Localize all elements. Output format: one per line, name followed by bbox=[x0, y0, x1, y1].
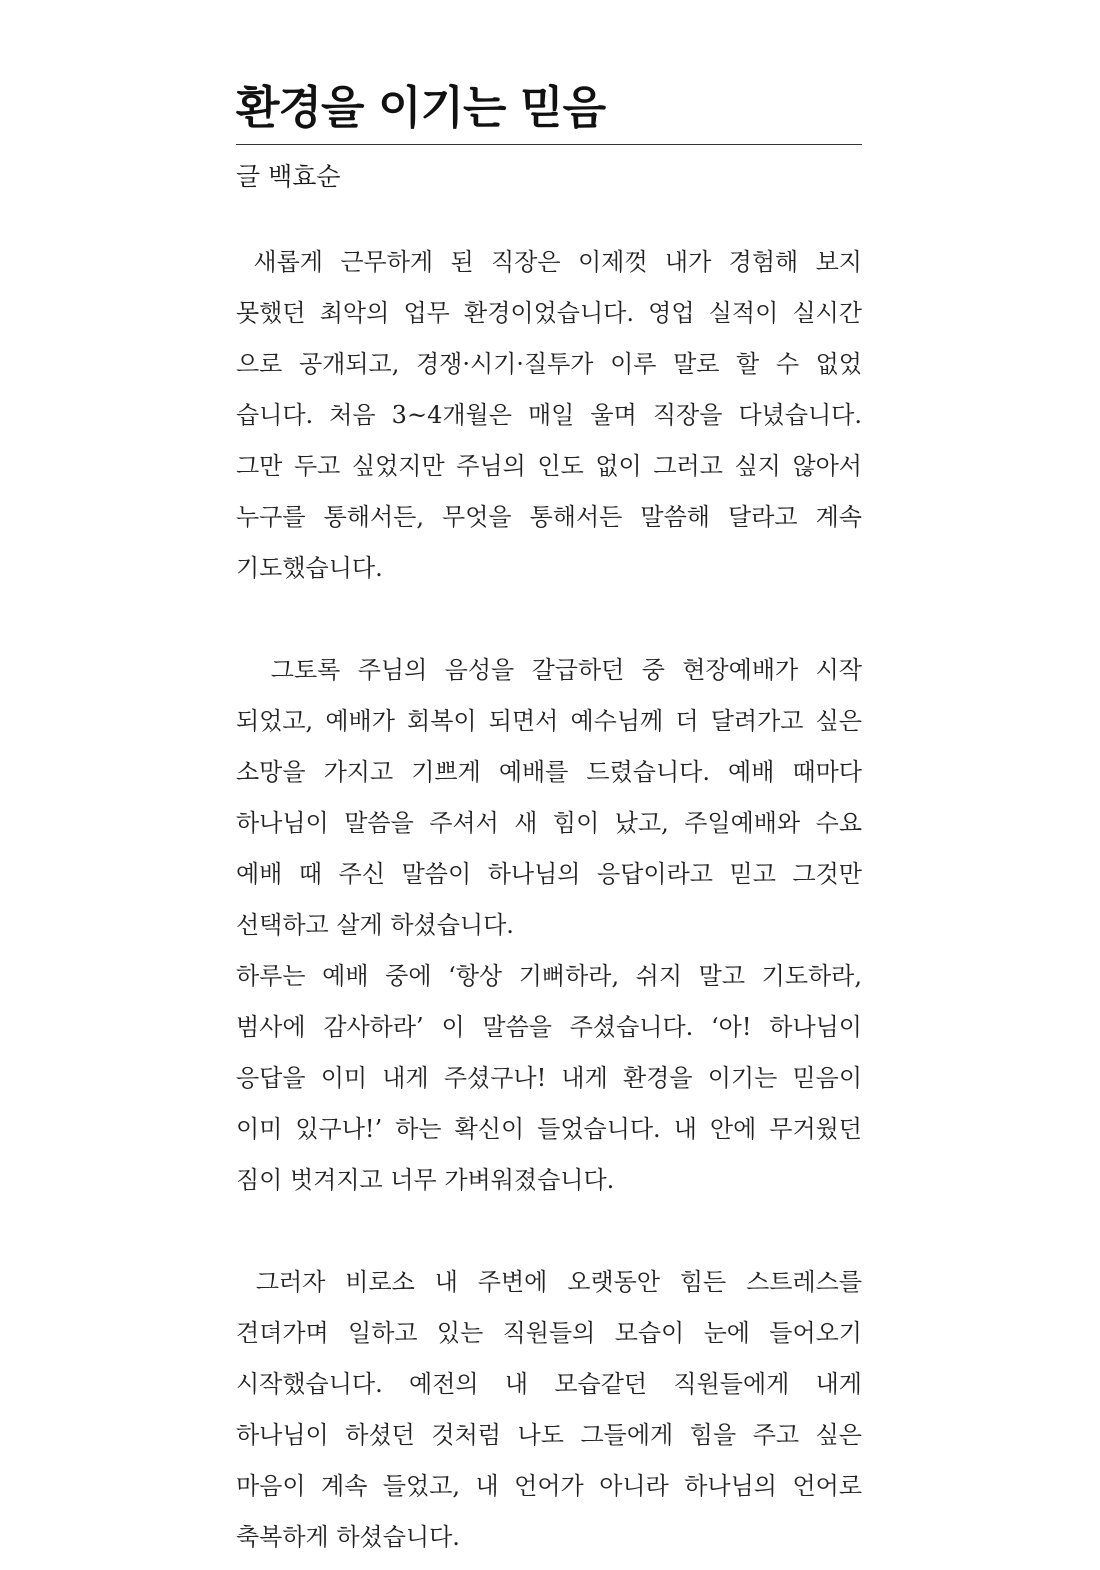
text-line: 되었고, 예배가 회복이 되면서 예수님께 더 달려가고 싶은 bbox=[236, 707, 862, 735]
text-line: 소망을 가지고 기쁘게 예배를 드렸습니다. 예배 때마다 bbox=[236, 758, 862, 786]
text-line: 마음이 계속 들었고, 내 언어가 아니라 하나님의 언어로 bbox=[236, 1472, 862, 1500]
article-byline: 글 백효순 bbox=[236, 162, 341, 191]
text-line: 기도했습니다. bbox=[236, 554, 383, 582]
article bbox=[236, 0, 862, 1563]
text-line: 범사에 감사하라’ 이 말씀을 주셨습니다. ‘아! 하나님이 bbox=[236, 1013, 862, 1041]
paragraph bbox=[236, 237, 862, 594]
text-line: 응답을 이미 내게 주셨구나! 내게 환경을 이기는 믿음이 bbox=[236, 1064, 862, 1092]
text-line: 견뎌가며 일하고 있는 직원들의 모습이 눈에 들어오기 bbox=[236, 1319, 862, 1347]
article-body bbox=[236, 237, 862, 1563]
text-line: 이미 있구나!’ 하는 확신이 들었습니다. 내 안에 무거웠던 bbox=[236, 1115, 862, 1143]
text-line: 시작했습니다. 예전의 내 모습같던 직원들에게 내게 bbox=[236, 1370, 862, 1398]
text-line: 하나님이 하셨던 것처럼 나도 그들에게 힘을 주고 싶은 bbox=[236, 1421, 862, 1449]
text-line: 하나님이 말씀을 주셔서 새 힘이 났고, 주일예배와 수요 bbox=[236, 809, 862, 837]
paragraph bbox=[236, 645, 862, 951]
text-line: 예배 때 주신 말씀이 하나님의 응답이라고 믿고 그것만 bbox=[236, 860, 862, 888]
article-title: 환경을 이기는 믿음 bbox=[236, 81, 606, 134]
text-line: 그토록 주님의 음성을 갈급하던 중 현장예배가 시작 bbox=[236, 656, 862, 684]
text-line: 으로 공개되고, 경쟁·시기·질투가 이루 말로 할 수 없었 bbox=[236, 350, 862, 378]
text-line: 누구를 통해서든, 무엇을 통해서든 말씀해 달라고 계속 bbox=[236, 503, 862, 531]
text-line: 하루는 예배 중에 ‘항상 기뻐하라, 쉬지 말고 기도하라, bbox=[236, 962, 862, 990]
text-line: 습니다. 처음 3~4개월은 매일 울며 직장을 다녔습니다. bbox=[236, 401, 862, 429]
text-line: 축복하게 하셨습니다. bbox=[236, 1523, 460, 1551]
text-line: 못했던 최악의 업무 환경이었습니다. 영업 실적이 실시간 bbox=[236, 299, 862, 327]
paragraph-gap bbox=[236, 594, 862, 645]
text-line: 그만 두고 싶었지만 주님의 인도 없이 그러고 싶지 않아서 bbox=[236, 452, 862, 480]
paragraph bbox=[236, 1257, 862, 1563]
text-line: 짐이 벗겨지고 너무 가벼워졌습니다. bbox=[236, 1166, 615, 1194]
text-line: 그러자 비로소 내 주변에 오랫동안 힘든 스트레스를 bbox=[236, 1268, 862, 1296]
text-line: 새롭게 근무하게 된 직장은 이제껏 내가 경험해 보지 bbox=[236, 248, 862, 276]
text-line: 선택하고 살게 하셨습니다. bbox=[236, 911, 514, 939]
paragraph bbox=[236, 951, 862, 1206]
title-divider bbox=[236, 144, 862, 145]
paragraph-gap bbox=[236, 1206, 862, 1257]
